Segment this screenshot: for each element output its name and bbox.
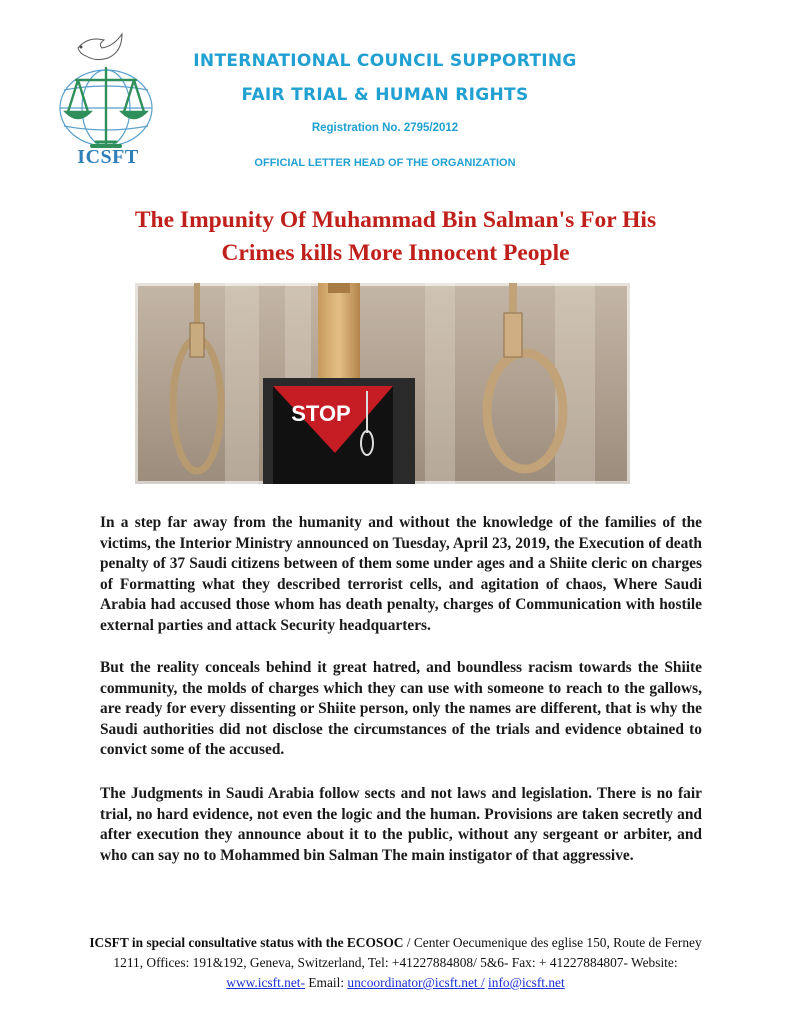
article-headline	[80, 204, 711, 270]
website-link[interactable]: www.icsft.net-	[226, 975, 305, 990]
email-label: Email:	[305, 975, 348, 990]
organization-name-line2: FAIR TRIAL & HUMAN RIGHTS	[241, 85, 529, 105]
letterhead-caption: OFFICIAL LETTER HEAD OF THE ORGANIZATION	[254, 157, 516, 169]
footer-status: ICSFT in special consultative status with the ECOSOC	[89, 935, 404, 950]
headline-line1: The Impunity Of Muhammad Bin Salman's For His	[134, 207, 657, 233]
organization-name-line1: INTERNATIONAL COUNCIL SUPPORTING	[193, 51, 577, 71]
footer-address: / Center Oecumenique des eglise 150, Route de Ferney 1211, Offices: 191&192, Geneva, Switzerland, Tel: +41227884808/ 5&6- Fax: + 41227884807- Website:	[113, 935, 702, 970]
stop-sign-text: STOP	[291, 401, 351, 426]
paragraph-3: The Judgments in Saudi Arabia follow sects and not laws and legislation. There is no fair trial, no hard evidence, not even the logic and the human. Provisions are taken secretly and after execution they announce about it to the public, without any sergeant or arbiter, and who can say no to Mohammed bin Salman The main instigator of that aggressive.	[100, 785, 702, 864]
footer-contact	[80, 933, 711, 993]
logo-text: ICSFT	[77, 146, 139, 168]
email-link-info[interactable]: info@icsft.net	[488, 975, 565, 990]
registration-number: Registration No. 2795/2012	[311, 122, 459, 134]
paragraph-1: In a step far away from the humanity and without the knowledge of the families of the victims, the Interior Ministry announced on Tuesday, April 23, 2019, the Execution of death penalty of 37 Saudi citizens between of them some under ages and a Shiite cleric on charges of Formatting what they described terrorist cells, and agitation of chaos, Where Saudi Arabia had accused those whom has death penalty, charges of Communication with hostile external parties and attack Security headquarters.	[100, 514, 702, 634]
gallows-nooses-photo	[135, 283, 630, 484]
email-link-coordinator[interactable]: uncoordinator@icsft.net /	[347, 975, 485, 990]
paragraph-2: But the reality conceals behind it great hatred, and boundless racism towards the Shiite community, the molds of charges which they can use with someone to reach to the gallows, are ready for every dissenting or Shiite person, only the names are different, that is why the Saudi authorities did not disclose the circumstances of the trials and evidence obtained to convict some of the accused.	[100, 659, 702, 759]
headline-line2: Crimes kills More Innocent People	[221, 240, 570, 266]
